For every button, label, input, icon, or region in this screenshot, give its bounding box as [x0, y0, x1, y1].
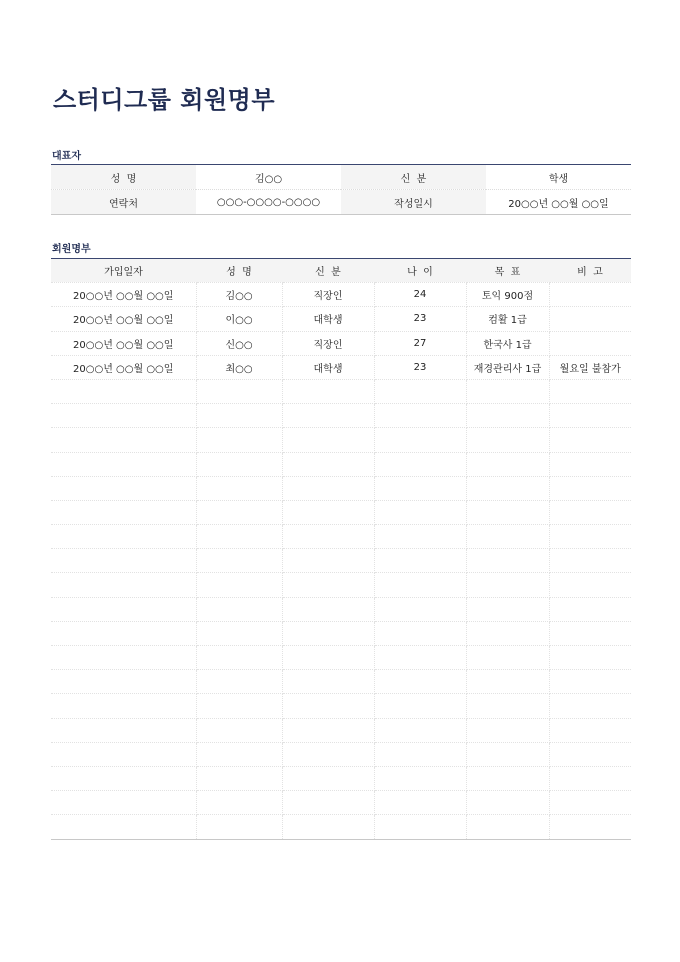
empty-row [51, 549, 631, 573]
members-section-label: 회원명부 [52, 244, 91, 255]
empty-cell [466, 476, 549, 500]
empty-cell [51, 428, 196, 452]
empty-cell [374, 525, 466, 549]
member-cell: 직장인 [282, 331, 374, 355]
empty-row [51, 670, 631, 694]
member-cell [549, 307, 631, 331]
empty-row [51, 404, 631, 428]
empty-cell [196, 766, 282, 790]
empty-cell [374, 549, 466, 573]
member-row [51, 283, 631, 307]
empty-row [51, 718, 631, 742]
empty-cell [196, 452, 282, 476]
empty-cell [549, 646, 631, 670]
empty-cell [282, 476, 374, 500]
member-row [51, 355, 631, 379]
empty-row [51, 621, 631, 645]
representative-section-label: 대표자 [52, 151, 81, 162]
empty-cell [282, 379, 374, 403]
status-value: 학생 [486, 165, 631, 190]
column-header: 가입일자 [51, 259, 196, 283]
member-cell: 월요일 불참가 [549, 355, 631, 379]
member-cell: 대학생 [282, 355, 374, 379]
member-cell [549, 331, 631, 355]
empty-cell [549, 791, 631, 815]
empty-cell [282, 525, 374, 549]
empty-cell [196, 525, 282, 549]
empty-cell [51, 621, 196, 645]
empty-cell [51, 742, 196, 766]
empty-cell [374, 815, 466, 839]
empty-cell [282, 742, 374, 766]
empty-cell [549, 379, 631, 403]
empty-cell [466, 404, 549, 428]
empty-cell [374, 476, 466, 500]
empty-cell [282, 549, 374, 573]
empty-cell [196, 597, 282, 621]
column-header: 비 고 [549, 259, 631, 283]
empty-cell [466, 815, 549, 839]
representative-row [51, 165, 631, 190]
empty-cell [466, 718, 549, 742]
empty-cell [196, 742, 282, 766]
empty-cell [196, 694, 282, 718]
member-cell: 27 [374, 331, 466, 355]
column-header: 나 이 [374, 259, 466, 283]
empty-cell [196, 500, 282, 524]
member-cell: 20○○년 ○○월 ○○일 [51, 283, 196, 307]
empty-cell [282, 791, 374, 815]
empty-cell [374, 428, 466, 452]
member-cell: 20○○년 ○○월 ○○일 [51, 355, 196, 379]
empty-cell [196, 670, 282, 694]
empty-cell [549, 694, 631, 718]
empty-cell [196, 476, 282, 500]
empty-cell [549, 476, 631, 500]
member-cell: 최○○ [196, 355, 282, 379]
empty-cell [549, 742, 631, 766]
empty-cell [282, 500, 374, 524]
empty-cell [282, 718, 374, 742]
empty-cell [374, 766, 466, 790]
empty-cell [196, 573, 282, 597]
member-cell: 24 [374, 283, 466, 307]
empty-cell [466, 428, 549, 452]
empty-row [51, 791, 631, 815]
status-label: 신 분 [341, 165, 486, 190]
empty-cell [282, 404, 374, 428]
empty-cell [196, 646, 282, 670]
empty-row [51, 525, 631, 549]
name-value: 김○○ [196, 165, 341, 190]
empty-row [51, 500, 631, 524]
empty-row [51, 597, 631, 621]
member-cell: 컴활 1급 [466, 307, 549, 331]
empty-cell [51, 500, 196, 524]
empty-cell [51, 646, 196, 670]
empty-row [51, 766, 631, 790]
member-cell: 대학생 [282, 307, 374, 331]
empty-cell [466, 500, 549, 524]
page-title: 스터디그룹 회원명부 [53, 86, 276, 114]
empty-cell [374, 597, 466, 621]
empty-cell [466, 766, 549, 790]
member-cell: 김○○ [196, 283, 282, 307]
empty-cell [549, 525, 631, 549]
empty-row [51, 379, 631, 403]
member-cell: 23 [374, 355, 466, 379]
empty-cell [51, 718, 196, 742]
empty-cell [549, 452, 631, 476]
empty-cell [374, 791, 466, 815]
empty-cell [51, 815, 196, 839]
empty-cell [282, 452, 374, 476]
empty-cell [196, 404, 282, 428]
member-cell: 직장인 [282, 283, 374, 307]
empty-cell [549, 597, 631, 621]
member-cell: 신○○ [196, 331, 282, 355]
date-label: 작성일시 [341, 190, 486, 215]
empty-cell [196, 718, 282, 742]
empty-cell [466, 549, 549, 573]
column-header: 신 분 [282, 259, 374, 283]
empty-cell [466, 742, 549, 766]
empty-cell [549, 428, 631, 452]
empty-cell [51, 404, 196, 428]
empty-cell [196, 428, 282, 452]
member-cell: 20○○년 ○○월 ○○일 [51, 331, 196, 355]
empty-cell [549, 718, 631, 742]
members-header-row [51, 259, 631, 283]
member-cell: 23 [374, 307, 466, 331]
empty-row [51, 452, 631, 476]
members-table [51, 258, 631, 840]
empty-cell [374, 404, 466, 428]
empty-cell [282, 670, 374, 694]
empty-cell [51, 597, 196, 621]
empty-cell [282, 766, 374, 790]
empty-cell [466, 694, 549, 718]
empty-cell [466, 670, 549, 694]
name-label: 성 명 [51, 165, 196, 190]
empty-row [51, 476, 631, 500]
empty-cell [549, 573, 631, 597]
member-cell: 토익 900점 [466, 283, 549, 307]
empty-cell [374, 718, 466, 742]
empty-row [51, 573, 631, 597]
empty-cell [51, 525, 196, 549]
empty-cell [549, 766, 631, 790]
empty-cell [466, 573, 549, 597]
empty-cell [374, 379, 466, 403]
empty-cell [196, 815, 282, 839]
empty-cell [282, 646, 374, 670]
contact-value: ○○○-○○○○-○○○○ [216, 196, 321, 208]
empty-cell [51, 476, 196, 500]
empty-cell [549, 500, 631, 524]
empty-row [51, 428, 631, 452]
empty-cell [282, 621, 374, 645]
empty-cell [51, 670, 196, 694]
empty-cell [466, 646, 549, 670]
member-cell: 재경관리사 1급 [466, 355, 549, 379]
column-header: 성 명 [196, 259, 282, 283]
empty-cell [51, 379, 196, 403]
contact-label: 연락처 [51, 190, 196, 215]
empty-row [51, 694, 631, 718]
empty-cell [466, 621, 549, 645]
empty-cell [549, 670, 631, 694]
empty-cell [51, 573, 196, 597]
empty-row [51, 646, 631, 670]
member-cell [549, 283, 631, 307]
member-cell: 20○○년 ○○월 ○○일 [51, 307, 196, 331]
empty-cell [51, 766, 196, 790]
empty-cell [51, 549, 196, 573]
empty-cell [282, 815, 374, 839]
empty-cell [374, 573, 466, 597]
empty-cell [374, 646, 466, 670]
empty-cell [466, 452, 549, 476]
representative-row [51, 190, 631, 215]
empty-cell [466, 379, 549, 403]
empty-cell [466, 597, 549, 621]
empty-cell [374, 452, 466, 476]
empty-cell [466, 791, 549, 815]
column-header: 목 표 [466, 259, 549, 283]
empty-cell [51, 452, 196, 476]
empty-cell [549, 621, 631, 645]
empty-cell [374, 742, 466, 766]
representative-table [51, 164, 631, 215]
empty-cell [374, 670, 466, 694]
empty-cell [196, 621, 282, 645]
empty-cell [466, 525, 549, 549]
member-row [51, 307, 631, 331]
member-cell: 이○○ [196, 307, 282, 331]
empty-cell [549, 815, 631, 839]
empty-cell [51, 791, 196, 815]
empty-cell [196, 549, 282, 573]
empty-cell [282, 428, 374, 452]
member-row [51, 331, 631, 355]
empty-row [51, 742, 631, 766]
empty-cell [549, 404, 631, 428]
empty-row [51, 815, 631, 839]
empty-cell [374, 694, 466, 718]
member-cell: 한국사 1급 [466, 331, 549, 355]
empty-cell [51, 694, 196, 718]
empty-cell [196, 791, 282, 815]
empty-cell [196, 379, 282, 403]
empty-cell [282, 573, 374, 597]
date-value: 20○○년 ○○월 ○○일 [508, 198, 609, 210]
empty-cell [282, 597, 374, 621]
empty-cell [282, 694, 374, 718]
empty-cell [374, 500, 466, 524]
empty-cell [374, 621, 466, 645]
empty-cell [549, 549, 631, 573]
